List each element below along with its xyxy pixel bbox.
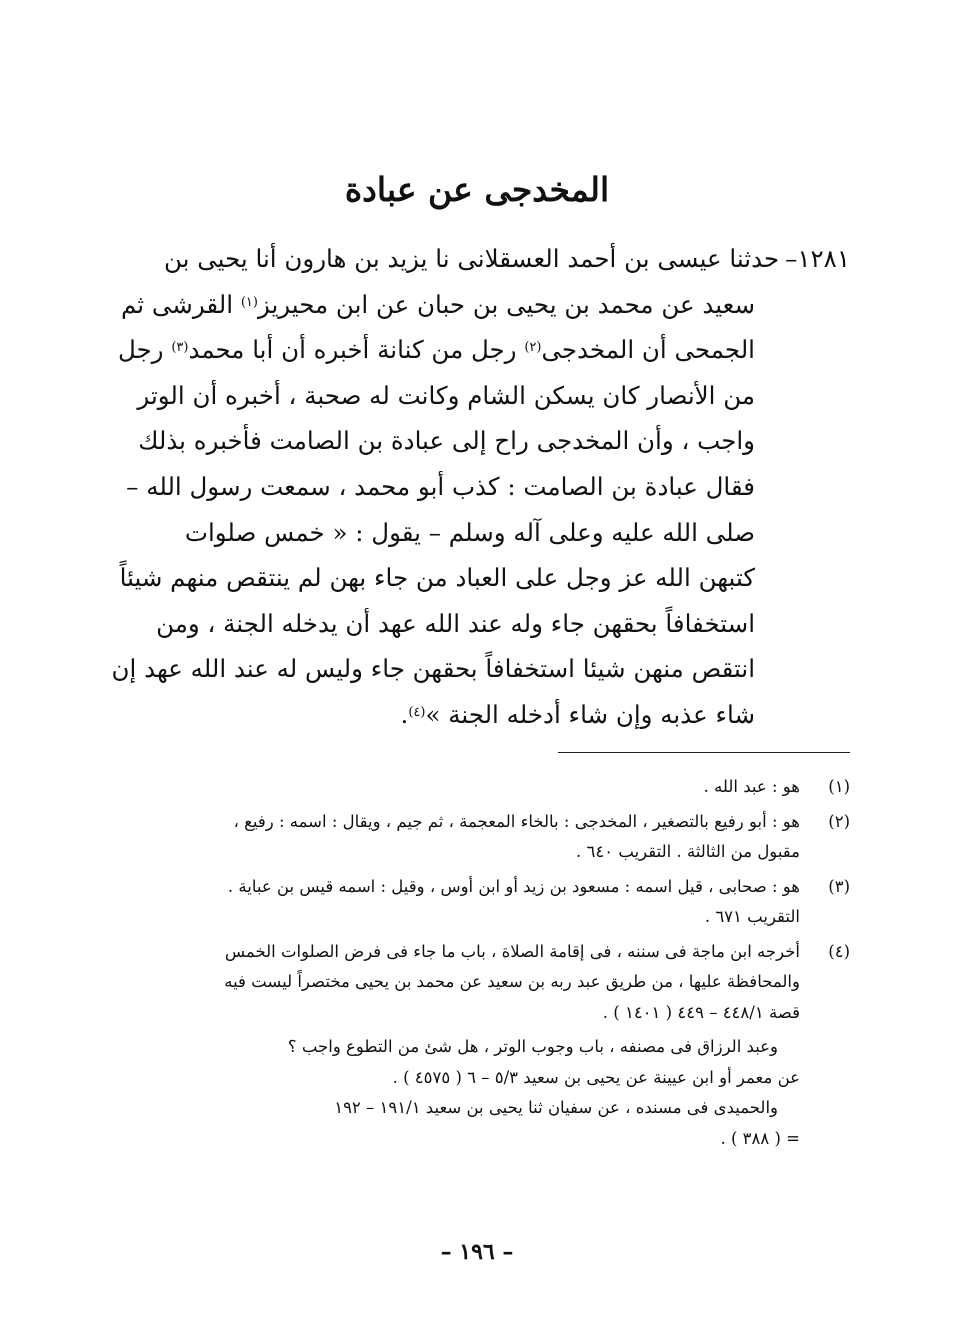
footnote-line: والحميدى فى مسنده ، عن سفيان ثنا يحيى بن سعيد ١٩١/١ – ١٩٢ xyxy=(334,1098,778,1117)
hadith-line: من الأنصار كان يسكن الشام وكانت له صحبة ، أخبره أن الوتر xyxy=(137,380,755,410)
footnote-marker: (٣) xyxy=(828,876,850,896)
footnotes xyxy=(150,772,850,1154)
hadith-line: واجب ، وأن المخدجى راح إلى عبادة بن الصامت فأخبره بذلك xyxy=(138,426,755,456)
hadith-line: سعيد عن محمد بن يحيى بن حبان عن ابن محيريز$^{(١)}$ القرشى ثم xyxy=(120,289,755,319)
footnote-separator xyxy=(558,752,850,753)
footnote-line: والمحافظة عليها ، من طريق عبد ربه بن سعيد عن محمد بن يحيى مختصراً ليست فيه xyxy=(224,972,800,991)
hadith-line: فقال عبادة بن الصامت : كذب أبو محمد ، سمعت رسول الله – xyxy=(126,471,755,501)
hadith-line: استخفافاً بحقهن جاء وله عند الله عهد أن يدخله الجنة ، ومن xyxy=(156,608,755,638)
hadith-text xyxy=(111,236,850,738)
hadith-number: ١٢٨١– xyxy=(785,244,850,273)
footnote-ref[interactable]: (١) xyxy=(240,294,258,310)
footnote xyxy=(150,772,850,803)
footnote xyxy=(150,807,850,868)
footnote-line: أخرجه ابن ماجة فى سننه ، فى إقامة الصلاة ، باب ما جاء فى فرض الصلوات الخمس xyxy=(224,941,800,961)
footnote xyxy=(150,872,850,933)
footnote-continuation xyxy=(150,1032,850,1154)
footnote-marker: (٢) xyxy=(828,811,850,831)
footnote-ref[interactable]: (٢) xyxy=(524,340,542,356)
footnote-ref[interactable]: (٣) xyxy=(171,340,189,356)
page-number: – ١٩٦ – xyxy=(440,1239,514,1265)
footnote-line: هو : أبو رفيع بالتصغير ، المخدجى : بالخاء المعجمة ، ثم جيم ، ويقال : اسمه : رفيع ، xyxy=(233,811,800,831)
footnote xyxy=(150,937,850,1029)
footnote-line: مقبول من الثالثة . التقريب ٦٤٠ . xyxy=(576,842,800,861)
hadith-line: الجمحى أن المخدجى$^{(٢)}$ رجل من كنانة أخبره أن أبا محمد$^{(٣)}$ رجل xyxy=(117,335,755,365)
hadith-line: انتقص منهن شيئا استخفافاً بحقهن جاء وليس له عند الله عهد إن xyxy=(111,654,755,684)
footnote-marker: (١) xyxy=(828,777,850,796)
footnote-line: هو : عبد الله . xyxy=(703,777,800,796)
hadith-line: كتبهن الله عز وجل على العباد من جاء بهن لم ينتقص منهم شيئاً xyxy=(119,563,755,593)
footnote-line: عن معمر أو ابن عيينة عن يحيى بن سعيد ٥/٣ – ٦ ( ٤٥٧٥ ) . xyxy=(392,1067,800,1087)
footnote-line: التقريب ٦٧١ . xyxy=(704,907,800,926)
footnote-ref[interactable]: (٤) xyxy=(408,704,426,720)
hadith-line: شاء عذبه وإن شاء أدخله الجنة »$^{(٤)}$. xyxy=(400,699,755,729)
footnote-line: = ( ٣٨٨ ) . xyxy=(720,1128,800,1148)
footnote-line: قصة ٤٤٨/١ – ٤٤٩ ( ١٤٠١ ) . xyxy=(602,1002,800,1022)
hadith-line: ١٢٨١–حدثنا عيسى بن أحمد العسقلانى نا يزيد بن هارون أنا يحيى بن xyxy=(164,244,850,273)
hadith-line: صلى الله عليه وعلى آله وسلم – يقول : « خمس صلوات xyxy=(184,517,755,547)
footnote-line: هو : صحابى ، قيل اسمه : مسعود بن زيد أو ابن أوس ، وقيل : اسمه قيس بن عباية . xyxy=(227,876,800,896)
footnote-line: وعبد الرزاق فى مصنفه ، باب وجوب الوتر ، هل شئ من التطوع واجب ؟ xyxy=(287,1037,778,1056)
footnote-marker: (٤) xyxy=(828,941,850,961)
chapter-title: المخدجى عن عبادة xyxy=(344,170,610,209)
